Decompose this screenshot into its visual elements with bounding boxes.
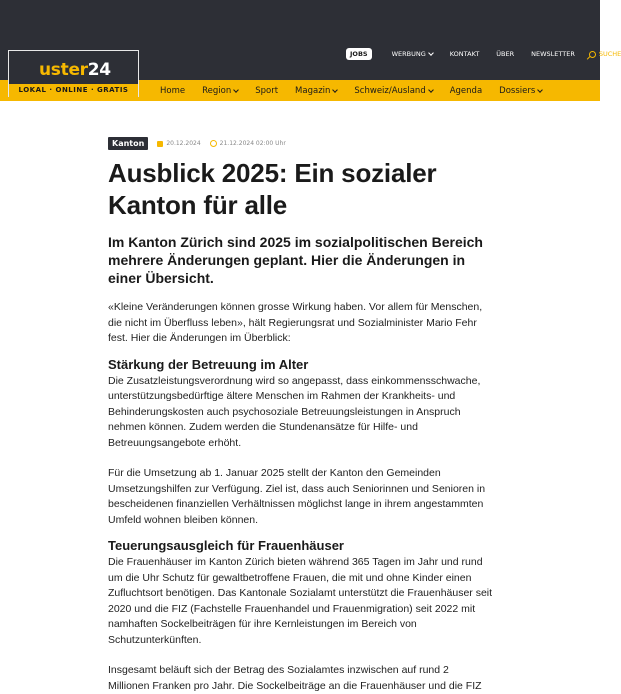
calendar-icon: [157, 141, 163, 147]
article-paragraph: Insgesamt beläuft sich der Betrag des Sozialamtes inzwischen auf rund 2 Millionen Franken pro Jahr. Die Sockelbeiträge an die Frauenhäuser und die FIZ: [108, 664, 482, 692]
nav-item-schweiz-ausland[interactable]: [354, 86, 432, 96]
nav-item-label: Agenda: [449, 85, 483, 96]
section-heading: Teuerungsausgleich für Frauenhäuser: [108, 538, 344, 553]
logo-tagline: LOKAL · ONLINE · GRATIS: [9, 84, 138, 97]
article-paragraph: Die Frauenhäuser im Kanton Zürich bieten während 365 Tagen im Jahr und rund um die Uhr Schutz für gewaltbetroffene Frauen, die mit und ohne Kinder einen Zufluchtsort benötigen. Das Kantonale Sozialamt unterstützt die Frauenhäuser seit 2020 und die FIZ (Fachstelle Frauenhandel und Frauenmigration) seit 2022 mit namhaften Sockelbeiträgen für ihre Kernleistungen im Bereich von Schutzunterkünften.: [108, 556, 493, 646]
clock-icon: [210, 140, 217, 147]
chevron-down-icon: [233, 87, 239, 93]
nav-item-sport[interactable]: [255, 86, 278, 96]
chevron-down-icon: [333, 87, 339, 93]
nav-item-label: Dossiers: [499, 85, 536, 96]
article-meta: [108, 137, 493, 150]
site-logo[interactable]: [8, 50, 139, 97]
util-item-ueber[interactable]: [496, 50, 514, 58]
logo-part2: 24: [87, 60, 111, 80]
nav-item-label: Region: [202, 85, 232, 96]
utility-nav: [346, 48, 621, 60]
nav-item-home[interactable]: [160, 86, 185, 96]
updated-date: [210, 140, 286, 147]
search-button[interactable]: [589, 50, 621, 58]
search-label: SUCHE: [598, 50, 621, 58]
published-date: [157, 140, 200, 147]
article: [108, 137, 493, 694]
section-heading: Stärkung der Betreuung im Alter: [108, 356, 309, 372]
nav-item-agenda[interactable]: [450, 86, 482, 96]
nav-item-region[interactable]: [202, 86, 238, 96]
nav-item-label: Magazin: [295, 85, 331, 96]
util-item-label: WERBUNG: [391, 50, 426, 58]
article-paragraph: Für die Umsetzung ab 1. Januar 2025 stellt der Kanton den Gemeinden Umsetzungshilfen zur Verfügung. Ziel ist, dass auch Seniorinnen und Senioren in bescheidenen finanziellen Verhältnissen möglichst lange in ihrem angestammten Umfeld wohnen bleiben können.: [108, 467, 486, 526]
published-date-text: 20.12.2024: [166, 140, 201, 147]
nav-item-magazin[interactable]: [295, 86, 337, 96]
chevron-down-icon: [537, 87, 543, 93]
chevron-down-icon: [428, 87, 434, 93]
search-icon: [589, 51, 596, 58]
nav-item-label: Home: [160, 85, 186, 96]
util-item-label: NEWSLETTER: [531, 50, 575, 58]
util-item-newsletter[interactable]: [531, 50, 575, 58]
category-badge[interactable]: Kanton: [108, 137, 148, 150]
nav-item-label: Sport: [255, 85, 279, 96]
util-item-label: ÜBER: [496, 50, 515, 58]
jobs-button[interactable]: JOBS: [346, 48, 372, 60]
logo-part1: uster: [39, 60, 88, 80]
article-paragraph: Die Zusatzleistungsverordnung wird so angepasst, dass einkommensschwache, unterstützungsbedürftige ältere Menschen im Rahmen der Krankheits- und Behinderungskosten auch psychosoziale Betreuungsleistungen in Anspruch nehmen können. Zudem werden die Stundenansätze für Hilfe- und Betreuungsangebote erhöht.: [108, 374, 481, 449]
chevron-down-icon: [428, 50, 434, 56]
util-item-kontakt[interactable]: [450, 50, 480, 58]
util-item-label: KONTAKT: [449, 50, 480, 58]
article-intro: «Kleine Veränderungen können grosse Wirkung haben. Vor allem für Menschen, die nicht im Überfluss leben», hält Regierungsrat und Sozialminister Mario Fehr fest. Hier die Änderungen im Überblick:: [108, 301, 483, 344]
article-lead: Im Kanton Zürich sind 2025 im sozialpolitischen Bereich mehrere Änderungen geplant. Hier die Änderungen in einer Übersicht.: [108, 234, 483, 286]
article-title: Ausblick 2025: Ein sozialer Kanton für alle: [108, 158, 437, 220]
nav-item-dossiers[interactable]: [499, 86, 542, 96]
main-nav: [160, 80, 559, 101]
updated-date-text: 21.12.2024 02:00 Uhr: [219, 140, 286, 147]
util-item-werbung[interactable]: [392, 50, 433, 58]
nav-item-label: Schweiz/Ausland: [354, 85, 426, 96]
logo-wordmark: [39, 60, 111, 80]
